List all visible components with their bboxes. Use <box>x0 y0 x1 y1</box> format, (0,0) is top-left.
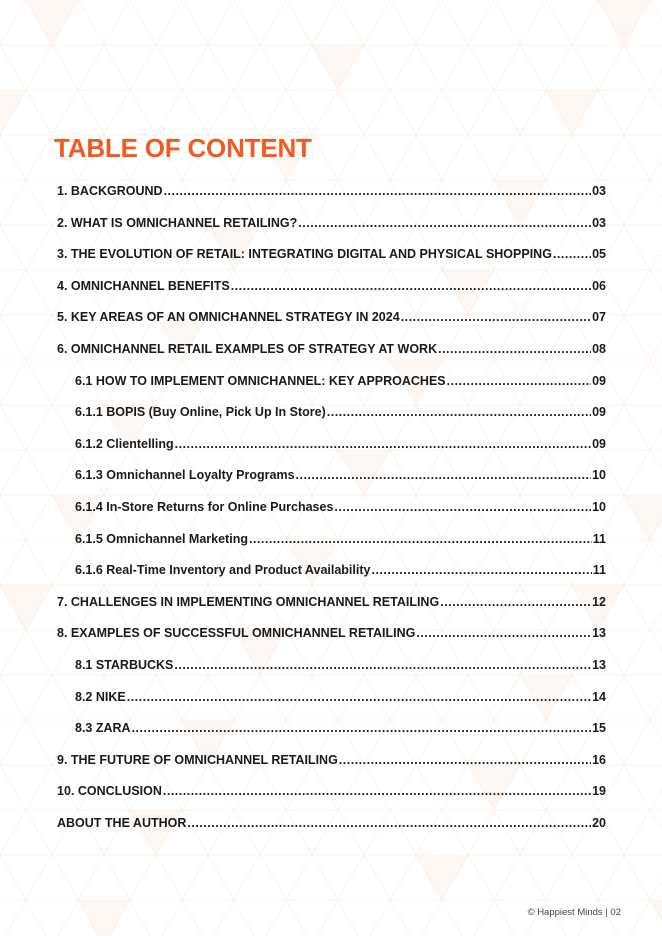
toc-entry-page-number: 07 <box>592 310 606 325</box>
toc-dot-leader <box>187 815 591 831</box>
toc-entry-page-number: 06 <box>592 278 606 293</box>
toc-entry-title: ABOUT THE AUTHOR <box>57 816 187 830</box>
toc-entry-page-number: 09 <box>592 373 606 388</box>
toc-dot-leader <box>163 783 591 799</box>
toc-entry[interactable] <box>57 625 606 641</box>
toc-entry-title: 8. EXAMPLES OF SUCCESSFUL OMNICHANNEL RETAILING <box>57 626 416 641</box>
toc-entry-title: 10. CONCLUSION <box>57 784 162 799</box>
toc-entry[interactable] <box>57 594 606 610</box>
toc-entry-page-number: 13 <box>592 626 606 641</box>
toc-entry[interactable] <box>75 657 606 673</box>
toc-dot-leader <box>249 531 592 547</box>
toc-entry[interactable] <box>75 404 606 420</box>
toc-entry[interactable] <box>75 689 606 705</box>
toc-entry-title: 6.1 HOW TO IMPLEMENT OMNICHANNEL: KEY APPROACHES <box>75 373 446 388</box>
toc-entry-title: 6.1.4 In-Store Returns for Online Purchases <box>75 500 334 514</box>
toc-entry-title: 1. BACKGROUND <box>57 184 163 198</box>
toc-entry-page-number: 20 <box>592 816 606 830</box>
toc-dot-leader <box>174 657 591 673</box>
toc-dot-leader <box>438 341 591 357</box>
toc-entry-page-number: 03 <box>592 184 606 198</box>
toc-dot-leader <box>401 309 591 325</box>
toc-entry-title: 8.3 ZARA <box>75 721 131 736</box>
toc-entry-page-number: 09 <box>592 405 606 420</box>
toc-dot-leader <box>164 183 592 199</box>
toc-entry[interactable] <box>57 783 606 799</box>
toc-entry[interactable] <box>75 499 606 515</box>
toc-entry-title: 6. OMNICHANNEL RETAIL EXAMPLES OF STRATEGY AT WORK <box>57 342 438 356</box>
toc-dot-leader <box>553 246 591 262</box>
toc-entry-title: 9. THE FUTURE OF OMNICHANNEL RETAILING <box>57 752 338 767</box>
toc-dot-leader <box>175 436 591 452</box>
toc-dot-leader <box>447 373 591 389</box>
toc-entry-title: 5. KEY AREAS OF AN OMNICHANNEL STRATEGY IN 2024 <box>57 310 400 325</box>
toc-entry-title: 8.2 NIKE <box>75 689 126 704</box>
toc-entry-page-number: 08 <box>592 342 606 356</box>
toc-dot-leader <box>327 404 591 420</box>
toc-entry-title: 6.1.6 Real-Time Inventory and Product Availability <box>75 563 371 578</box>
toc-entry[interactable] <box>75 373 606 389</box>
toc-entry-page-number: 14 <box>592 689 606 704</box>
toc-entry[interactable] <box>57 183 606 199</box>
toc-entry-page-number: 05 <box>592 247 606 262</box>
toc-entry-page-number: 12 <box>592 594 606 609</box>
toc-dot-leader <box>127 689 591 705</box>
toc-entry-page-number: 10 <box>592 500 606 514</box>
toc-entry-page-number: 09 <box>592 436 606 451</box>
toc-entry-title: 3. THE EVOLUTION OF RETAIL: INTEGRATING DIGITAL AND PHYSICAL SHOPPING <box>57 247 552 262</box>
toc-dot-leader <box>298 215 591 231</box>
toc-dot-leader <box>296 467 592 483</box>
toc-entry[interactable] <box>57 752 606 768</box>
toc-dot-leader <box>132 720 592 736</box>
toc-dot-leader <box>231 278 591 294</box>
toc-entry[interactable] <box>57 815 606 831</box>
toc-entry-title: 2. WHAT IS OMNICHANNEL RETAILING? <box>57 215 298 230</box>
toc-entry-title: 7. CHALLENGES IN IMPLEMENTING OMNICHANNEL RETAILING <box>57 594 440 609</box>
toc-dot-leader <box>416 625 591 641</box>
toc-dot-leader <box>334 499 591 515</box>
toc-entry-title: 8.1 STARBUCKS <box>75 658 174 672</box>
toc-entry-title: 6.1.3 Omnichannel Loyalty Programs <box>75 468 295 483</box>
toc-entry-page-number: 11 <box>592 563 606 578</box>
toc-entry[interactable] <box>57 341 606 357</box>
toc-dot-leader <box>440 594 591 610</box>
toc-entry[interactable] <box>57 246 606 262</box>
toc-entry-page-number: 03 <box>592 215 606 230</box>
toc-entry[interactable] <box>75 562 606 578</box>
toc-entry[interactable] <box>75 531 606 547</box>
toc-entry-title: 6.1.1 BOPIS (Buy Online, Pick Up In Store) <box>75 405 326 420</box>
toc-entry-page-number: 11 <box>592 531 606 546</box>
toc-entry-title: 6.1.2 Clientelling <box>75 436 174 451</box>
toc-entry[interactable] <box>75 436 606 452</box>
toc-entry[interactable] <box>75 720 606 736</box>
toc-dot-leader <box>371 562 591 578</box>
toc-entry-page-number: 13 <box>592 658 606 672</box>
toc-dot-leader <box>339 752 591 768</box>
toc-entry-page-number: 19 <box>592 784 606 799</box>
toc-entry-page-number: 10 <box>592 468 606 483</box>
toc-entry-page-number: 15 <box>592 721 606 736</box>
toc-entry[interactable] <box>57 215 606 231</box>
toc-entry[interactable] <box>57 309 606 325</box>
toc-entry-title: 4. OMNICHANNEL BENEFITS <box>57 278 230 293</box>
toc-entry[interactable] <box>75 467 606 483</box>
toc-entry-page-number: 16 <box>592 752 606 767</box>
toc-entry-title: 6.1.5 Omnichannel Marketing <box>75 531 248 546</box>
page-title: TABLE OF CONTENT <box>54 133 312 163</box>
toc-entry[interactable] <box>57 278 606 294</box>
page-footer: © Happiest Minds | 02 <box>527 907 621 918</box>
